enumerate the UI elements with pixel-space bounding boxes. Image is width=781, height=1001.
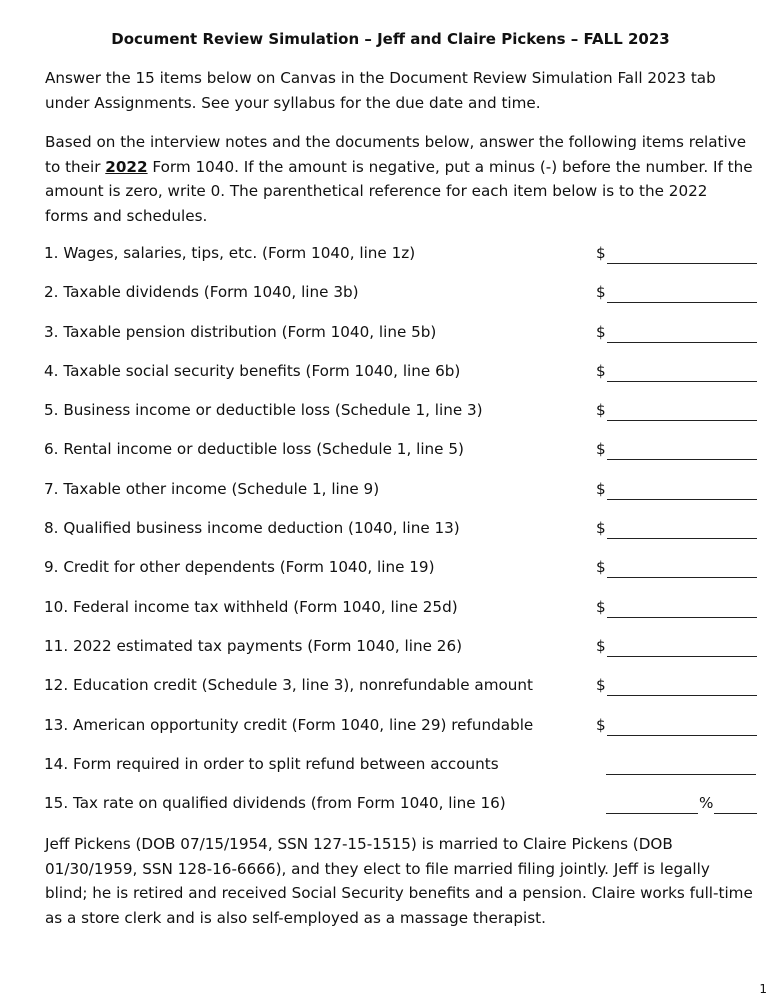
instructions-paragraph [45,130,755,228]
answer-blank[interactable] [607,695,757,696]
dollar-sign: $ [596,244,606,262]
instructions-text-end: Form 1040. If the amount is negative, put a minus (-) before the number. If the amount is zero, write 0. The parenthetical reference for each item below is to the 2022 forms and schedules. [45,157,753,225]
instructions-text-start: Based on the interview notes and the documents below, answer the following items relative to their [45,133,747,176]
question-label: 9. Credit for other dependents (Form 1040, line 19) [44,558,435,577]
question-item [44,480,758,519]
question-label: 15. Tax rate on qualified dividends (from Form 1040, line 16) [44,794,506,813]
answer-blank[interactable] [606,774,756,775]
question-label: 10. Federal income tax withheld (Form 1040, line 25d) [44,597,458,616]
dollar-sign: $ [596,715,606,734]
question-item [44,323,758,362]
question-list [44,244,758,833]
dollar-sign: $ [596,597,606,616]
question-item [44,716,758,755]
dollar-sign: $ [596,322,606,341]
question-item [44,637,758,676]
answer-blank[interactable] [607,342,757,343]
percent-sign: % [699,794,714,813]
question-label: 12. Education credit (Schedule 3, line 3), nonrefundable amount [44,676,533,695]
question-label: 11. 2022 estimated tax payments (Form 1040, line 26) [44,636,463,655]
question-label: 5. Business income or deductible loss (Schedule 1, line 3) [44,401,483,420]
dollar-sign: $ [596,519,606,538]
question-item [44,519,758,558]
question-label: 2. Taxable dividends (Form 1040, line 3b) [44,283,359,302]
tax-year: 2022 [105,157,148,176]
intro-paragraph: Answer the 15 items below on Canvas in the Document Review Simulation Fall 2023 tab under Assignments. See your syllabus for the due date and time. [45,69,716,112]
question-label: 6. Rental income or deductible loss (Schedule 1, line 5) [44,440,464,459]
question-label: 4. Taxable social security benefits (Form 1040, line 6b) [44,361,461,380]
dollar-sign: $ [596,440,606,459]
answer-blank[interactable] [607,735,757,736]
page-title: Document Review Simulation – Jeff and Claire Pickens – FALL 2023 [111,30,670,48]
answer-blank[interactable] [607,459,757,460]
dollar-sign: $ [596,361,606,380]
answer-blank[interactable] [607,420,757,421]
answer-blank[interactable] [607,538,757,539]
question-label: 14. Form required in order to split refund between accounts [44,754,499,773]
question-item [44,558,758,597]
question-label: 7. Taxable other income (Schedule 1, line 9) [44,479,380,498]
question-label: 8. Qualified business income deduction (1040, line 13) [44,519,460,538]
dollar-sign: $ [596,283,606,302]
question-label: 3. Taxable pension distribution (Form 1040, line 5b) [44,322,437,341]
answer-blank[interactable] [607,577,757,578]
answer-blank[interactable] [607,656,757,657]
answer-blank[interactable] [607,381,757,382]
percent-trailing-blank [714,813,757,814]
question-item [44,794,758,833]
question-item [44,401,758,440]
client-notes-paragraph: Jeff Pickens (DOB 07/15/1954, SSN 127-15-1515) is married to Claire Pickens (DOB 01/30/1959, SSN 128-16-6666), and they elect to file married filing jointly. Jeff is legally blind; he is retired and received Social Security benefits and a pension. Claire works full-time as a store clerk and is also self-employed as a massage therapist. [45,835,753,927]
page-number: 1 [759,982,767,996]
dollar-sign: $ [596,401,606,420]
dollar-sign: $ [596,676,606,695]
question-label: 13. American opportunity credit (Form 1040, line 29) refundable [44,715,534,734]
answer-blank[interactable] [607,302,757,303]
question-label: 1. Wages, salaries, tips, etc. (Form 1040, line 1z) [44,244,416,262]
question-item [44,362,758,401]
percent-answer-blank[interactable] [606,813,698,814]
question-item [44,755,758,794]
question-item [44,283,758,322]
answer-blank[interactable] [607,617,757,618]
dollar-sign: $ [596,558,606,577]
question-item [44,440,758,479]
question-item [44,244,758,283]
answer-blank[interactable] [607,263,757,264]
dollar-sign: $ [596,479,606,498]
question-item [44,676,758,715]
question-item [44,598,758,637]
answer-blank[interactable] [607,499,757,500]
dollar-sign: $ [596,636,606,655]
